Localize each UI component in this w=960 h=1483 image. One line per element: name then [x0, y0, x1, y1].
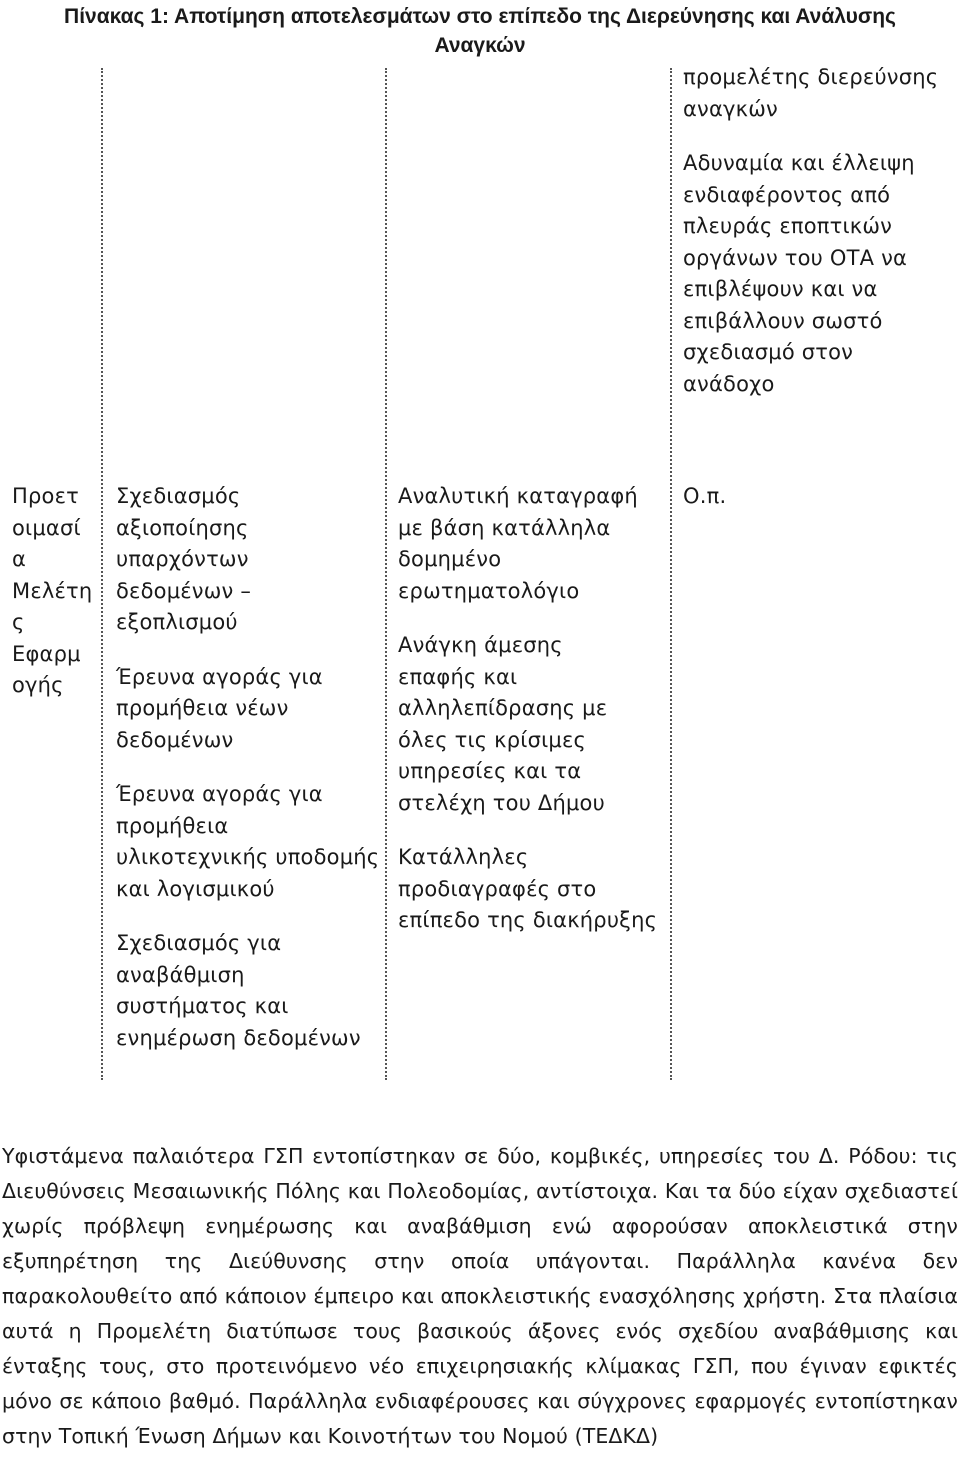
column-divider [670, 68, 672, 1080]
phase-cell: Προετ οιμασί α Μελέτη ς Εφαρμ ογής [12, 484, 93, 697]
table-caption-line: Αναγκών [434, 34, 526, 57]
column-divider [101, 68, 103, 1080]
factors-cell [398, 481, 670, 937]
column-divider [385, 68, 387, 1080]
factor-item: Κατάλληλες προδιαγραφές στο επίπεδο της διακήρυξης [398, 845, 658, 932]
table-caption-line: Πίνακας 1: Αποτίμηση αποτελεσμάτων στο επίπεδο της Διερεύνησης και Ανάλυσης [64, 5, 896, 28]
notes-paragraph: προμελέτης διερεύνσης αναγκών [683, 65, 939, 121]
body-paragraph: Υφιστάμενα παλαιότερα ΓΣΠ εντοπίστηκαν σε δύο, κομβικές, υπηρεσίες του Δ. Ρόδου: τις Διευθύνσεις Μεσαιωνικής Πόλης και Πολεοδομίας, αντίστοιχα. Και τα δύο είχαν σχεδιαστεί χωρίς πρόβλεψη ενημέρωσης και αναβάθμιση ενώ αφορούσαν αποκλειστικά στην εξυπηρέτηση της Διεύθυνσης στην οποία υπάγονται. Παράλληλα κανένα δεν παρακολουθείτο από κάποιον έμπειρο και αποκλειστικής ενασχόλησης χρήστη. Στα πλαίσια αυτά η Προμελέτη διατύπωσε τους βασικούς άξονες ενός σχεδίου αναβάθμισης και ένταξης τους, στο προτεινόμενο νέο επιχειρησιακής κλίμακας ΓΣΠ, που έγιναν εφικτές μόνο σε κάποιο βαθμό. Παράλληλα ενδιαφέρουσες και σύγχρονες εφαρμογές εντοπίστηκαν στην Τοπική Ένωση Δήμων και Κοινοτήτων του Νομού (ΤΕΔΚΔ) [2, 1144, 958, 1448]
notes-continuation [683, 62, 958, 400]
table-caption [0, 2, 960, 60]
action-item: Έρευνα αγοράς για προμήθεια νέων δεδομένων [116, 664, 323, 752]
factor-item: Αναλυτική καταγραφή με βάση κατάλληλα δομημένο ερωτηματολόγιο [398, 484, 638, 603]
actions-cell [116, 481, 384, 1054]
notes-cell: Ο.π. [683, 484, 727, 508]
action-item: Σχεδιασμός για αναβάθμιση συστήματος και ενημέρωση δεδομένων [116, 931, 361, 1050]
action-item: Σχεδιασμός αξιοποίησης υπαρχόντων δεδομένων – εξοπλισμού [116, 484, 252, 634]
factor-item: Ανάγκη άμεσης επαφής και αλληλεπίδρασης με όλες τις κρίσιμες υπηρεσίες και τα στελέχη του Δήμου [398, 633, 608, 815]
notes-paragraph: Αδυναμία και έλλειψη ενδιαφέροντος από πλευράς εποπτικών οργάνων του ΟΤΑ να επιβλέψουν και να επιβάλλουν σωστό σχεδιασμό στον ανάδοχο [683, 151, 915, 396]
action-item: Έρευνα αγοράς για προμήθεια υλικοτεχνικής υποδομής και λογισμικού [116, 782, 380, 901]
